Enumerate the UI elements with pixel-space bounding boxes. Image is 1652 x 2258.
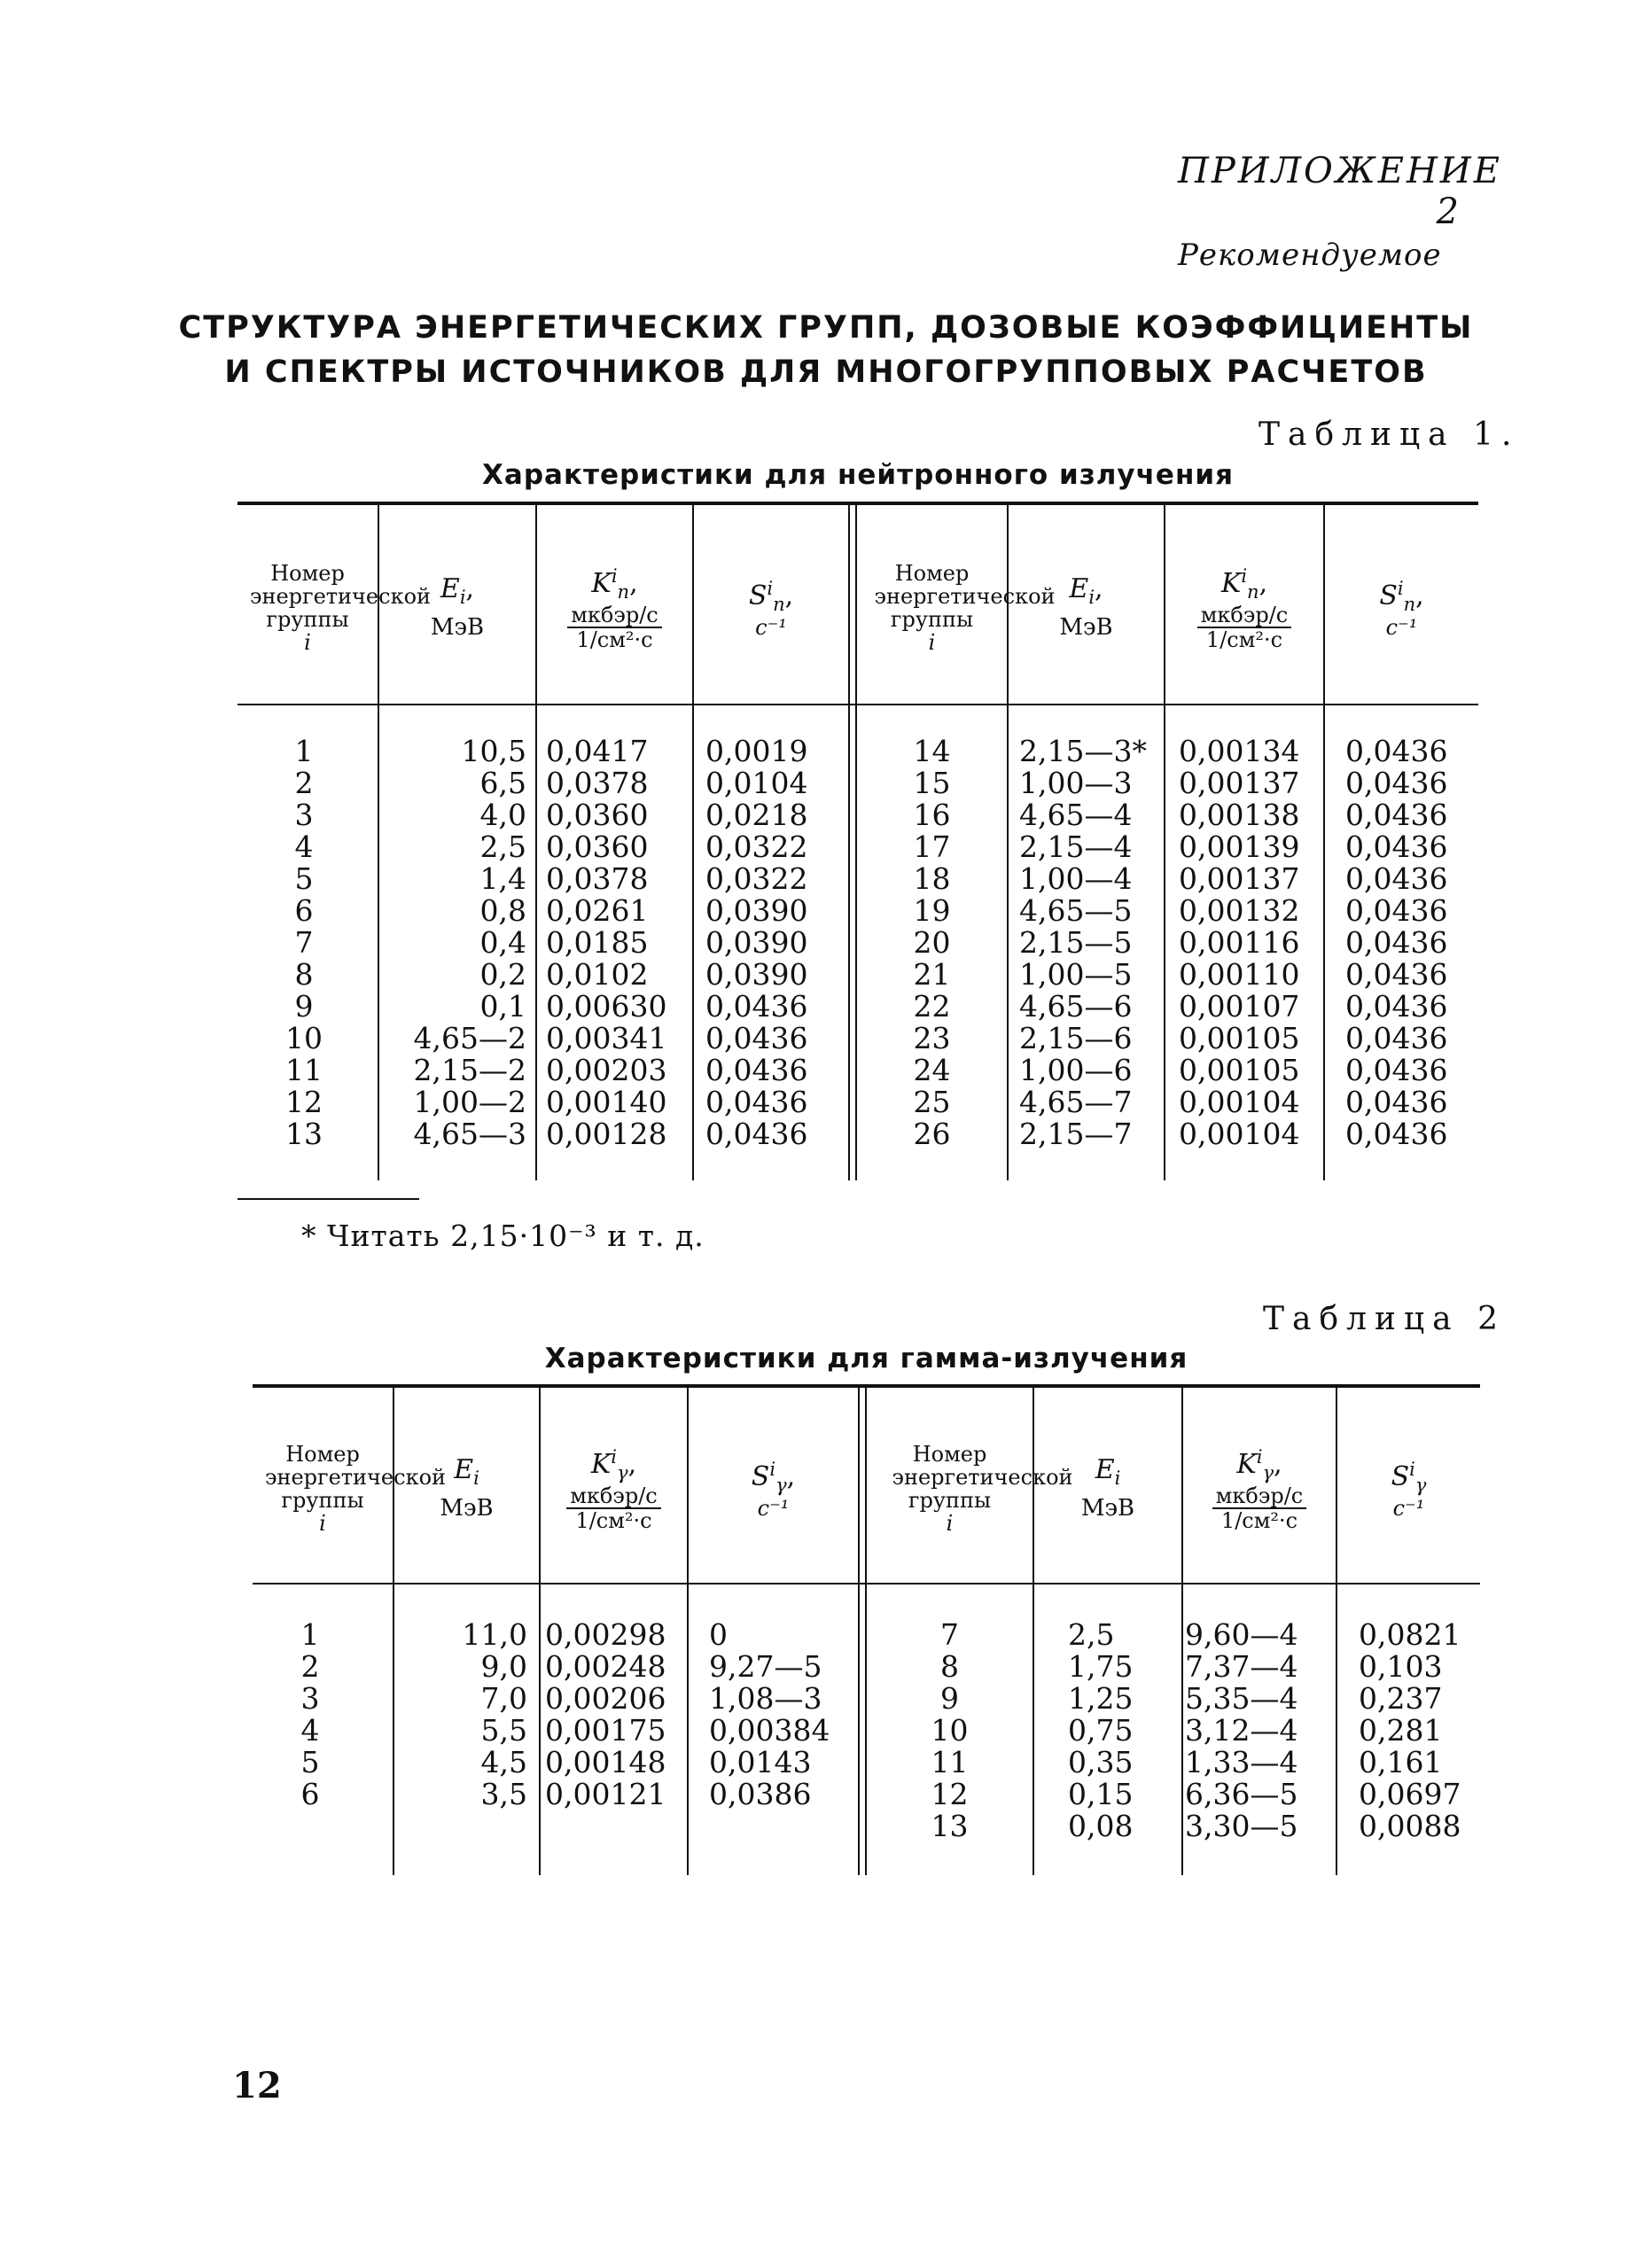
- table1-header-energy-right: $E_i$, МэВ: [1059, 572, 1113, 641]
- table-cell: 1: [294, 734, 314, 768]
- table-cell: 0,00107: [1179, 989, 1300, 1024]
- table-cell: 9: [940, 1681, 959, 1716]
- table-cell: 4,0: [479, 798, 526, 832]
- table-cell: 0,0436: [1345, 1085, 1448, 1119]
- table-cell: 2,15—3*: [1019, 734, 1147, 768]
- table-cell: 7,0: [480, 1681, 527, 1716]
- table-cell: 0,0436: [705, 1021, 808, 1055]
- table-cell: 0,00104: [1179, 1085, 1300, 1119]
- table-cell: 22: [913, 989, 951, 1024]
- table1-column-energy-right: [1019, 736, 1161, 1150]
- table-cell: 3: [294, 798, 314, 832]
- table-cell: 0,0436: [1345, 1053, 1448, 1087]
- table1-caption: Характеристики для нейтронного излучения: [482, 459, 1234, 491]
- table2-header-k: $K^i_\gamma$, мкбэр/с 1/см²·с: [541, 1411, 687, 1567]
- table-cell: 6,36—5: [1185, 1777, 1298, 1811]
- table-cell: 0,1: [479, 989, 526, 1024]
- table-cell: 13: [285, 1117, 323, 1151]
- table-cell: 0,0436: [705, 1085, 808, 1119]
- table-cell: 2: [300, 1649, 320, 1684]
- table-cell: 0,00105: [1179, 1053, 1300, 1087]
- table-cell: 0,0378: [546, 766, 649, 800]
- table-cell: 0,0821: [1359, 1617, 1461, 1652]
- table-cell: 0,00298: [545, 1617, 666, 1652]
- table-cell: 0,0322: [705, 861, 808, 896]
- table-cell: 9,27—5: [709, 1649, 822, 1684]
- table1-column-s: [705, 736, 847, 1150]
- table-cell: 0,00137: [1179, 861, 1300, 896]
- table-cell: 1,4: [479, 861, 526, 896]
- table-cell: 0,0436: [1345, 957, 1448, 992]
- appendix-heading: [1178, 151, 1502, 273]
- table-cell: 4,5: [480, 1745, 527, 1779]
- table-cell: 1,00—5: [1019, 957, 1133, 992]
- table-cell: 0,0436: [705, 1117, 808, 1151]
- table2-column-energy: [394, 1619, 527, 1810]
- table-cell: 2,5: [1068, 1617, 1115, 1652]
- table-cell: 0,0386: [709, 1777, 812, 1811]
- table2-column-group-right: [867, 1619, 1032, 1842]
- footnote: * Читать 2,15·10⁻³ и т. д.: [301, 1219, 705, 1253]
- table-cell: 20: [913, 925, 951, 960]
- table-cell: 10: [285, 1021, 323, 1055]
- table-cell: 0,0378: [546, 861, 649, 896]
- table-cell: 0,00105: [1179, 1021, 1300, 1055]
- table1-column-group-right: [857, 736, 1007, 1150]
- table1-label: Таблица 1.: [1258, 417, 1520, 453]
- table-cell: 16: [913, 798, 951, 832]
- table-cell: 0: [709, 1617, 728, 1652]
- table1-header-k: $K^i_n$, мкбэр/с 1/см²·с: [537, 528, 692, 688]
- table-cell: 0,00134: [1179, 734, 1300, 768]
- document-title-line-2: И СПЕКТРЫ ИСТОЧНИКОВ ДЛЯ МНОГОГРУППОВЫХ РАСЧЕТОВ: [224, 354, 1428, 390]
- table-cell: 9,0: [480, 1649, 527, 1684]
- table-cell: 0,237: [1359, 1681, 1443, 1716]
- table-cell: 0,0436: [1345, 893, 1448, 928]
- table-cell: 4,65—7: [1019, 1085, 1133, 1119]
- table-cell: 0,0436: [1345, 798, 1448, 832]
- table-cell: 0,00139: [1179, 829, 1300, 864]
- table-cell: 0,00630: [546, 989, 667, 1024]
- document-title: [177, 306, 1475, 394]
- table-cell: 0,00128: [546, 1117, 667, 1151]
- table1-column-group: [238, 736, 370, 1150]
- table-cell: 0,0019: [705, 734, 808, 768]
- table-cell: 0,0417: [546, 734, 649, 768]
- table-cell: 0,0436: [705, 989, 808, 1024]
- table-cell: 5,35—4: [1185, 1681, 1298, 1716]
- table-cell: 23: [913, 1021, 951, 1055]
- table-cell: 0,0436: [1345, 925, 1448, 960]
- table-cell: 0,00341: [546, 1021, 667, 1055]
- table2-header-energy: $E_i$ МэВ: [440, 1453, 494, 1522]
- table-cell: 2,15—7: [1019, 1117, 1133, 1151]
- table1-header-group-right: Номер энергетической группы i: [874, 561, 1056, 655]
- table-cell: 12: [285, 1085, 323, 1119]
- table2-caption: Характеристики для гамма-излучения: [544, 1343, 1188, 1374]
- table-cell: 9,60—4: [1185, 1617, 1298, 1652]
- table-cell: 0,00206: [545, 1681, 666, 1716]
- table-cell: 2,15—4: [1019, 829, 1133, 864]
- table-cell: 6: [300, 1777, 320, 1811]
- table-cell: 10,5: [461, 734, 526, 768]
- table-cell: 3,5: [480, 1777, 527, 1811]
- table-cell: 1: [300, 1617, 320, 1652]
- table-cell: 0,00248: [545, 1649, 666, 1684]
- table2-header-group: Номер энергетической группы i: [265, 1442, 447, 1536]
- appendix-title: ПРИЛОЖЕНИЕ 2: [1178, 151, 1502, 232]
- table-cell: 0,00137: [1179, 766, 1300, 800]
- table-cell: 7: [294, 925, 314, 960]
- table1-header-energy: $E_i$, МэВ: [430, 572, 485, 641]
- table-cell: 2,15—2: [413, 1053, 526, 1087]
- table-cell: 0,0322: [705, 829, 808, 864]
- table-cell: 1,00—4: [1019, 861, 1133, 896]
- table-cell: 0,0390: [705, 893, 808, 928]
- table-cell: 6: [294, 893, 314, 928]
- table-cell: 0,0102: [546, 957, 649, 992]
- table-cell: 0,0143: [709, 1745, 812, 1779]
- table1-header-rule: [238, 704, 1478, 705]
- table-cell: 1,00—3: [1019, 766, 1133, 800]
- table-cell: 1,00—2: [413, 1085, 526, 1119]
- table-cell: 0,00110: [1179, 957, 1300, 992]
- table-cell: 4,65—2: [413, 1021, 526, 1055]
- footnote-rule: [238, 1198, 419, 1200]
- table2-column-k: [545, 1619, 682, 1810]
- table2-header-k-right: $K^i_\gamma$, мкбэр/с 1/см²·с: [1183, 1411, 1336, 1567]
- table-cell: 1,08—3: [709, 1681, 822, 1716]
- table-cell: 0,00132: [1179, 893, 1300, 928]
- table-cell: 4,65—5: [1019, 893, 1133, 928]
- table-cell: 1,25: [1068, 1681, 1134, 1716]
- table-cell: 10: [931, 1713, 969, 1748]
- table2-label: Таблица 2: [1263, 1301, 1506, 1337]
- table-cell: 7: [940, 1617, 959, 1652]
- table2-header-s: $S^i_\gamma$, с⁻¹: [751, 1459, 796, 1521]
- table-cell: 0,0436: [1345, 989, 1448, 1024]
- table-cell: 13: [931, 1809, 969, 1843]
- table-cell: 0,00116: [1179, 925, 1300, 960]
- table-cell: 4,65—3: [413, 1117, 526, 1151]
- table-cell: 18: [913, 861, 951, 896]
- table-cell: 4: [300, 1713, 320, 1748]
- table2-header-energy-right: $E_i$ МэВ: [1080, 1453, 1135, 1522]
- page-number: 12: [232, 2065, 282, 2106]
- table-cell: 8: [294, 957, 314, 992]
- appendix-subtitle: Рекомендуемое: [1178, 237, 1442, 273]
- table-cell: 2,5: [479, 829, 526, 864]
- table-cell: 15: [913, 766, 951, 800]
- table-cell: 3,12—4: [1185, 1713, 1298, 1748]
- table-cell: 0,0261: [546, 893, 649, 928]
- table-cell: 11,0: [462, 1617, 527, 1652]
- table2-vline: [858, 1388, 860, 1875]
- table-cell: 0,0436: [1345, 829, 1448, 864]
- table-cell: 0,161: [1359, 1745, 1443, 1779]
- table2: [253, 1384, 1480, 1880]
- table1-column-energy: [379, 736, 526, 1150]
- table-cell: 0,00203: [546, 1053, 667, 1087]
- table1-header-s-right: $S^i_n$, с⁻¹: [1379, 578, 1424, 640]
- table-cell: 12: [931, 1777, 969, 1811]
- table-cell: 0,4: [479, 925, 526, 960]
- table-cell: 0,0104: [705, 766, 808, 800]
- table-cell: 0,0436: [1345, 766, 1448, 800]
- table-cell: 0,0436: [1345, 734, 1448, 768]
- table-cell: 1,75: [1068, 1649, 1134, 1684]
- table-cell: 0,75: [1068, 1713, 1134, 1748]
- table-cell: 0,15: [1068, 1777, 1134, 1811]
- table-cell: 1,00—6: [1019, 1053, 1133, 1087]
- table-cell: 2,15—6: [1019, 1021, 1133, 1055]
- table-cell: 26: [913, 1117, 951, 1151]
- table-cell: 14: [913, 734, 951, 768]
- table-cell: 0,08: [1068, 1809, 1134, 1843]
- table-cell: 0,00175: [545, 1713, 666, 1748]
- table-cell: 5: [300, 1745, 320, 1779]
- table-cell: 11: [931, 1745, 969, 1779]
- table-cell: 0,35: [1068, 1745, 1134, 1779]
- table1-column-k: [546, 736, 688, 1150]
- table-cell: 0,0218: [705, 798, 808, 832]
- table-cell: 2,15—5: [1019, 925, 1133, 960]
- table-cell: 11: [285, 1053, 323, 1087]
- table2-header-s-right: $S^i_\gamma$ с⁻¹: [1391, 1459, 1427, 1521]
- table-cell: 0,00140: [546, 1085, 667, 1119]
- table-cell: 24: [913, 1053, 951, 1087]
- table-cell: 0,0436: [1345, 1117, 1448, 1151]
- table2-column-s: [709, 1619, 855, 1810]
- table-cell: 0,0436: [1345, 1021, 1448, 1055]
- table-cell: 0,0088: [1359, 1809, 1461, 1843]
- table-cell: 0,0390: [705, 925, 808, 960]
- table2-column-group: [253, 1619, 368, 1810]
- table-cell: 5,5: [480, 1713, 527, 1748]
- table1-header-group: Номер энергетической группы i: [250, 561, 432, 655]
- table-cell: 0,0185: [546, 925, 649, 960]
- table-cell: 0,00104: [1179, 1117, 1300, 1151]
- table1-vline: [848, 505, 850, 1180]
- table-cell: 0,0360: [546, 829, 649, 864]
- table-cell: 0,0697: [1359, 1777, 1461, 1811]
- table-cell: 4: [294, 829, 314, 864]
- table2-column-s-right: [1359, 1619, 1480, 1842]
- table-cell: 0,0360: [546, 798, 649, 832]
- table-cell: 0,281: [1359, 1713, 1443, 1748]
- table1-header-s: $S^i_n$, с⁻¹: [748, 578, 794, 640]
- table2-header-group-right: Номер энергетической группы i: [892, 1442, 1073, 1536]
- table-cell: 7,37—4: [1185, 1649, 1298, 1684]
- table-cell: 2: [294, 766, 314, 800]
- table-cell: 3,30—5: [1185, 1809, 1298, 1843]
- table-cell: 21: [913, 957, 951, 992]
- table-cell: 0,8: [479, 893, 526, 928]
- document-title-line-1: СТРУКТУРА ЭНЕРГЕТИЧЕСКИХ ГРУПП, ДОЗОВЫЕ КОЭФФИЦИЕНТЫ: [178, 310, 1474, 346]
- table1-top-rule: [238, 502, 1478, 505]
- table-cell: 0,0390: [705, 957, 808, 992]
- table1-column-k-right: [1179, 736, 1321, 1150]
- table-cell: 19: [913, 893, 951, 928]
- table-cell: 25: [913, 1085, 951, 1119]
- table2-column-energy-right: [1068, 1619, 1179, 1842]
- table-cell: 4,65—6: [1019, 989, 1133, 1024]
- table-cell: 9: [294, 989, 314, 1024]
- table-cell: 0,103: [1359, 1649, 1443, 1684]
- table-cell: 0,00138: [1179, 798, 1300, 832]
- table-cell: 6,5: [479, 766, 526, 800]
- table-cell: 0,00121: [545, 1777, 666, 1811]
- table1-column-s-right: [1345, 736, 1478, 1150]
- table-cell: 0,0436: [705, 1053, 808, 1087]
- table-cell: 1,33—4: [1185, 1745, 1298, 1779]
- table1-header-k-right: $K^i_n$, мкбэр/с 1/см²·с: [1165, 528, 1323, 688]
- table2-column-k-right: [1185, 1619, 1334, 1842]
- table-cell: 5: [294, 861, 314, 896]
- table-cell: 0,00384: [709, 1713, 830, 1748]
- table-cell: 17: [913, 829, 951, 864]
- table-cell: 0,2: [479, 957, 526, 992]
- table-cell: 4,65—4: [1019, 798, 1133, 832]
- table-cell: 8: [940, 1649, 959, 1684]
- table-cell: 0,0436: [1345, 861, 1448, 896]
- table-cell: 0,00148: [545, 1745, 666, 1779]
- table1: [238, 502, 1478, 1184]
- table-cell: 3: [300, 1681, 320, 1716]
